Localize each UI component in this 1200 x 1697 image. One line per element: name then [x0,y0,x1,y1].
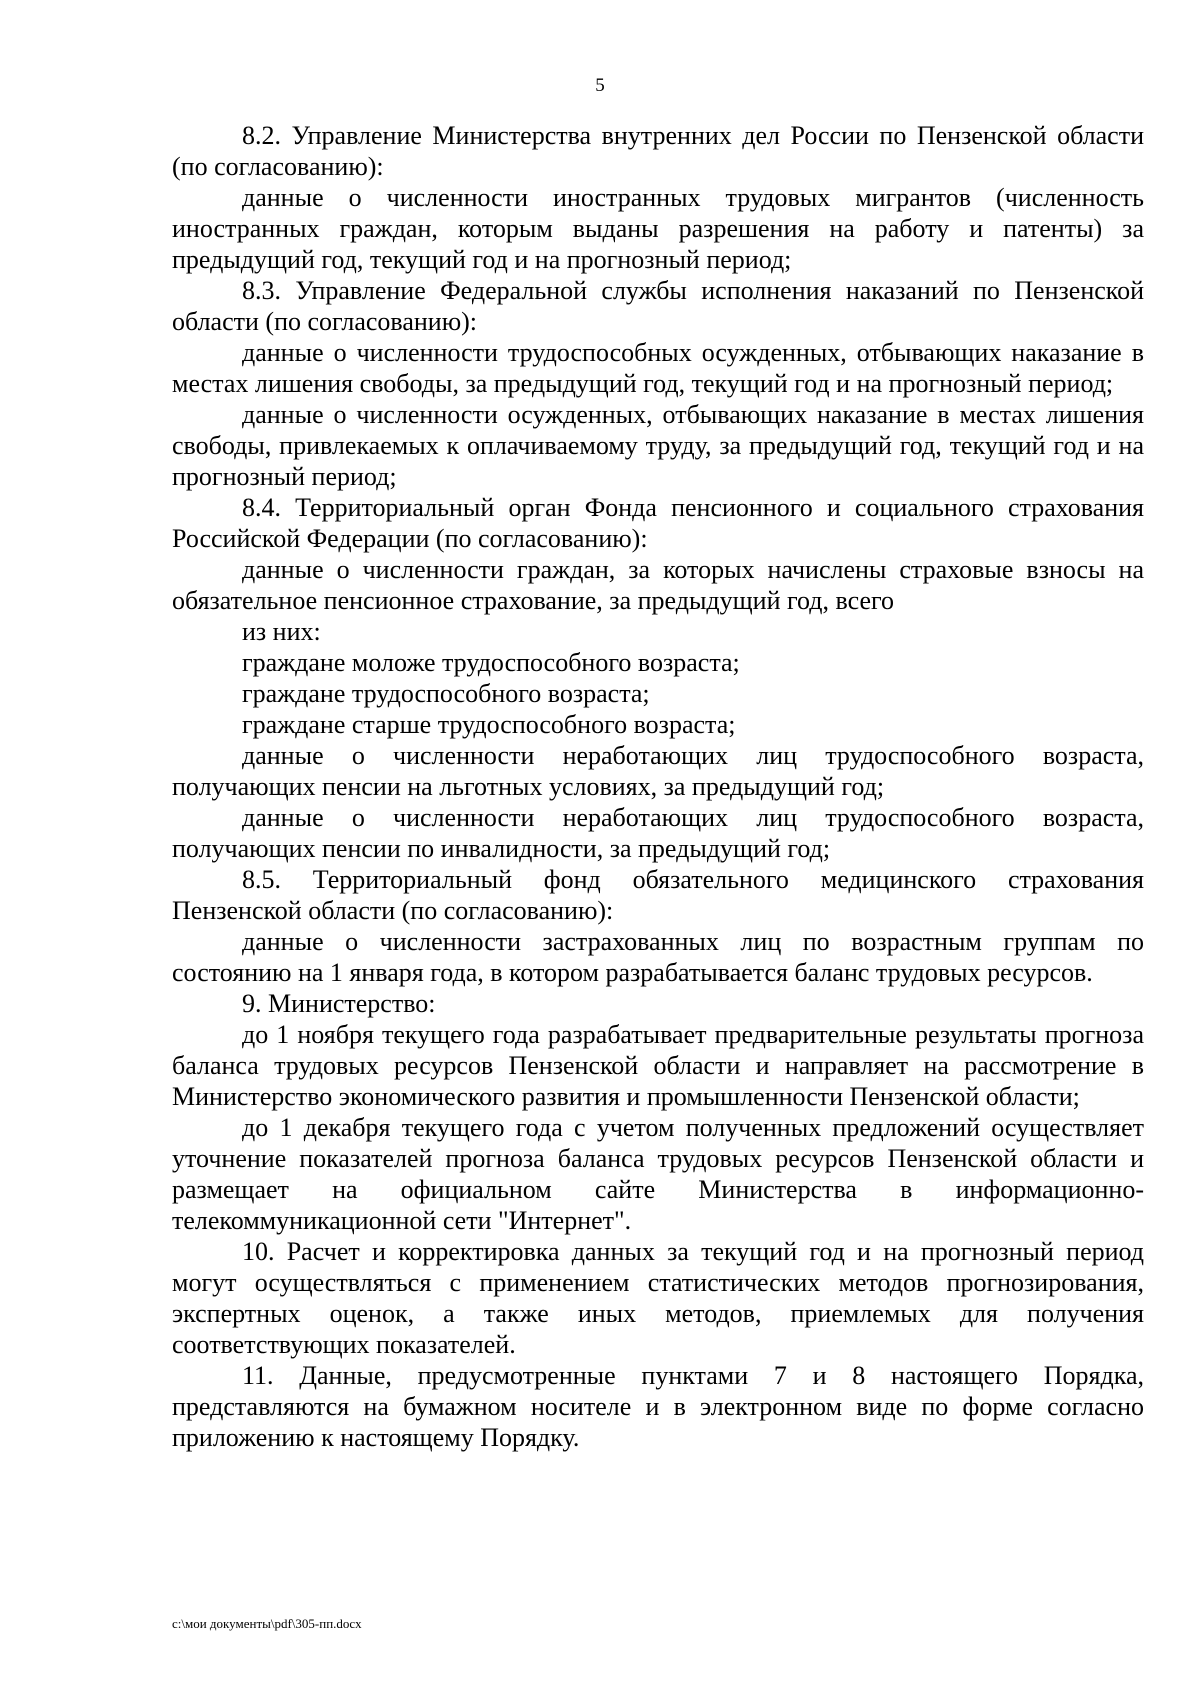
paragraph-migrants-data: данные о численности иностранных трудовых мигрантов (численность иностранных граждан, которым выданы разрешения на работу и патенты) за предыдущий год, текущий год и на прогнозный период; [172,183,1144,274]
paragraph-convicts-data: данные о численности трудоспособных осужденных, отбывающих наказание в местах лишения свободы, за предыдущий год, текущий год и на прогнозный период; [172,338,1144,398]
list-item-older: граждане старше трудоспособного возраста; [242,710,736,739]
paragraph-8-2: 8.2. Управление Министерства внутренних дел России по Пензенской области (по согласованию): [172,121,1144,181]
paragraph-10: 10. Расчет и корректировка данных за текущий год и на прогнозный период могут осуществляться с применением статистических методов прогнозирования, экспертных оценок, а также иных методов, приемлемых для получения соответствующих показателей. [172,1237,1144,1359]
page-number: 5 [595,75,605,96]
paragraph-november-deadline: до 1 ноября текущего года разрабатывает предварительные результаты прогноза баланса трудовых ресурсов Пензенской области и направляет на рассмотрение в Министерство экономического развития и промышленности Пензенской области; [172,1020,1144,1111]
paragraph-insured-citizens-data: данные о численности граждан, за которых начислены страховые взносы на обязательное пенсионное страхование, за предыдущий год, всего [172,555,1144,615]
list-item-working-age: граждане трудоспособного возраста; [242,679,650,708]
paragraph-pensions-preferential: данные о численности неработающих лиц трудоспособного возраста, получающих пенсии на льготных условиях, за предыдущий год; [172,741,1144,801]
paragraph-11: 11. Данные, предусмотренные пунктами 7 и 8 настоящего Порядка, представляются на бумажном носителе и в электронном виде по форме согласно приложению к настоящему Порядку. [172,1361,1144,1452]
paragraph-december-deadline: до 1 декабря текущего года с учетом полученных предложений осуществляет уточнение показателей прогноза баланса трудовых ресурсов Пензенской области и размещает на официальном сайте Министерства в информационно-телекоммуникационной сети "Интернет". [172,1113,1144,1235]
paragraph-8-4: 8.4. Территориальный орган Фонда пенсионного и социального страхования Российской Федерации (по согласованию): [172,493,1144,553]
paragraph-9: 9. Министерство: [242,989,436,1018]
paragraph-pensions-disability: данные о численности неработающих лиц трудоспособного возраста, получающих пенсии по инвалидности, за предыдущий год; [172,803,1144,863]
document-body [172,120,1144,1453]
list-item-younger: граждане моложе трудоспособного возраста; [242,648,740,677]
paragraph-8-3: 8.3. Управление Федеральной службы исполнения наказаний по Пензенской области (по согласованию): [172,276,1144,336]
footer-file-path: c:\мои документы\pdf\305-пп.docx [172,1616,362,1631]
paragraph-insured-persons-data: данные о численности застрахованных лиц по возрастным группам по состоянию на 1 января года, в котором разрабатывается баланс трудовых ресурсов. [172,927,1144,987]
paragraph-8-5: 8.5. Территориальный фонд обязательного медицинского страхования Пензенской области (по согласованию): [172,865,1144,925]
list-intro: из них: [242,617,321,646]
paragraph-convicts-labor-data: данные о численности осужденных, отбывающих наказание в местах лишения свободы, привлекаемых к оплачиваемому труду, за предыдущий год, текущий год и на прогнозный период; [172,400,1144,491]
